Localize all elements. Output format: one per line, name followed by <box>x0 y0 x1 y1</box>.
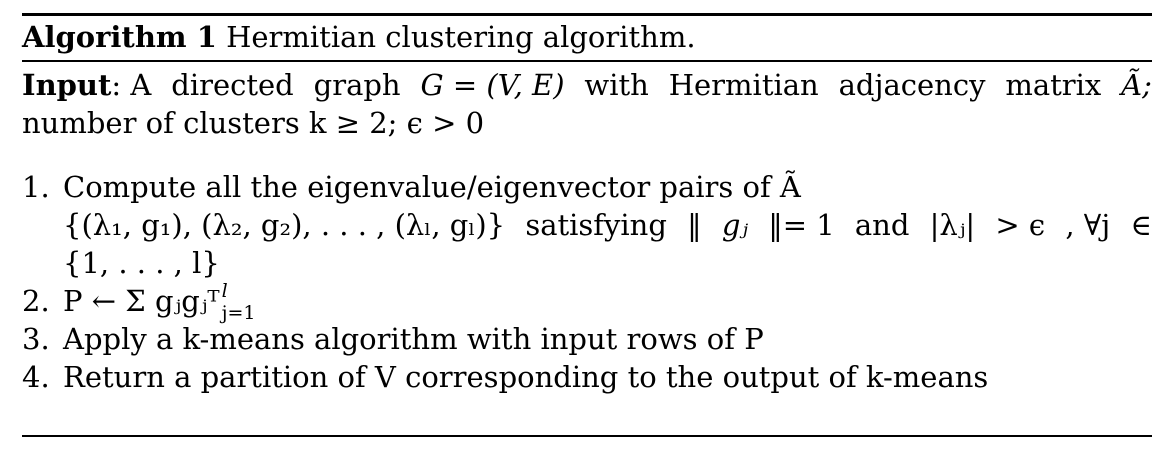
input-word: directed <box>171 68 294 102</box>
input-word: Hermitian <box>668 68 819 102</box>
input-word: Ã; <box>1121 68 1152 102</box>
input-word: matrix <box>1005 68 1102 102</box>
step-number: 3. <box>22 322 50 356</box>
step-1-word: |λⱼ| <box>929 208 976 242</box>
step-2-formula: P ← Σ gⱼgⱼᵀ <box>63 284 220 318</box>
algorithm-box <box>22 0 1152 453</box>
step-number: 2. <box>22 284 50 318</box>
step-2 <box>22 280 1152 324</box>
step-4 <box>22 358 1152 396</box>
input-word: with <box>584 68 649 102</box>
input-word: adjacency <box>838 68 986 102</box>
step-number: 4. <box>22 360 50 394</box>
step-1-word: ‖= 1 <box>768 208 835 242</box>
input-word: graph <box>313 68 401 102</box>
step-1-line-1: Compute all the eigenvalue/eigenvector pairs of Ã <box>63 170 801 204</box>
caption-rule <box>22 60 1152 62</box>
sum-lower-limit: j=1 <box>221 302 256 324</box>
step-1-word: satisfying <box>525 208 667 242</box>
step-1-word: {(λ₁, g₁), (λ₂, g₂), . . . , (λₗ, gₗ)} <box>63 208 506 242</box>
step-1 <box>22 168 1152 282</box>
sum-upper-limit: l <box>221 280 228 302</box>
step-number: 1. <box>22 170 50 204</box>
step-1-line-2 <box>63 206 1152 244</box>
bottom-rule <box>22 435 1152 437</box>
step-1-word: ∈ <box>1130 208 1152 242</box>
algorithm-label: Algorithm 1 <box>22 20 217 54</box>
step-3 <box>22 320 1152 358</box>
algorithm-title: Hermitian clustering algorithm. <box>226 20 696 54</box>
steps-list <box>22 168 1152 396</box>
input-word: : A <box>111 68 152 102</box>
step-1-word: ‖ <box>687 208 702 242</box>
input-label: Input <box>22 68 112 102</box>
step-3-text: Apply a k-means algorithm with input rows of P <box>63 322 764 356</box>
step-1-word: and <box>854 208 910 242</box>
input-line-1 <box>22 66 1152 104</box>
top-rule <box>22 13 1152 16</box>
step-1-word: , ∀j <box>1065 208 1111 242</box>
step-1-word: > ϵ <box>995 208 1046 242</box>
step-1-line-3: {1, . . . , l} <box>63 246 220 280</box>
algorithm-caption <box>22 18 696 56</box>
sum-limits <box>220 280 294 324</box>
input-block <box>22 66 1152 142</box>
step-1-word: gⱼ <box>721 208 749 242</box>
input-line-2: number of clusters k ≥ 2; ϵ > 0 <box>22 106 485 140</box>
input-word: G = (V, E) <box>420 68 565 102</box>
step-4-text: Return a partition of V corresponding to the output of k-means <box>63 360 989 394</box>
